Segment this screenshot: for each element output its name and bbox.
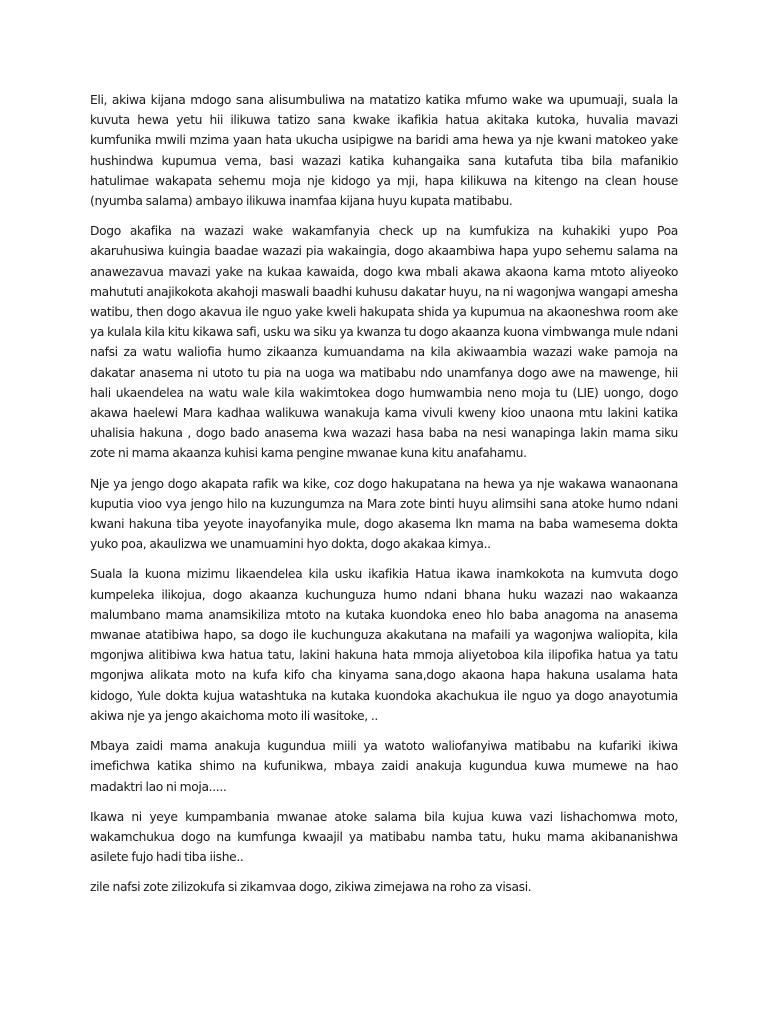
paragraph-6: Ikawa ni yeye kumpambania mwanae atoke salama bila kujua kuwa vazi lishachomwa moto, wakamchukua dogo na kumfunga kwaajil ya matibabu namba tatu, huku mama akibananishwa asilete fujo hadi tiba iishe.. [90,809,678,865]
paragraph-7: zile nafsi zote zilizokufa si zikamvaa dogo, zikiwa zimejawa na roho za visasi. [90,880,532,895]
paragraph-3: Nje ya jengo dogo akapata rafik wa kike, coz dogo hakupatana na hewa ya nje wakawa wanaonana kuputia vioo vya jengo hilo na kuzungumza na Mara zote binti huyu alimsihi sana atoke humo ndani kwani hakuna tiba yeyote inayofanyika mule, dogo akasema lkn mama na baba wamesema dokta yuko poa, akaulizwa we unamuamini hyo dokta, dogo akakaa kimya.. [90,476,678,552]
paragraph-2: Dogo akafika na wazazi wake wakamfanyia check up na kumfukiza na kuhakiki yupo Poa akaruhusiwa kuingia baadae wazazi pia wakaingia, dogo akaambiwa hapa yupo sehemu salama na anawezavua mavazi yake na kukaa kawaida, dogo kwa mbali akawa akaona kama mtoto aliyeoko mahututi anajikokota akahoji maswali baadhi kuhusu dakatar huyu, na ni wagonjwa wangapi amesha watibu, then dogo akavua ile nguo yake kweli hakupata shida ya kupumua na akaoneshwa room ake ya kulala kila kitu kikawa safi, usku wa siku ya kwanza tu dogo akaanza kuona vimbwanga mule ndani nafsi za watu waliofia humo zikaanza kumuandama na kila akiwaambia wazazi wake pamoja na dakatar anasema ni utoto tu pia na uoga wa matibabu ndo unamfanya dogo awe na mawenge, hii hali ukaendelea na watu wale kila wakimtokea dogo humwambia neno moja tu (LIE) uongo, dogo akawa haelewi Mara kadhaa walikuwa wanakuja kama vivuli kweny kioo unaona mtu lakini katika uhalisia hakuna , dogo bado anasema kwa wazazi hasa baba na nesi wanapinga lakin mama siku zote ni mama akaanza kuhisi kama pengine mwanae kuna kitu anafahamu. [90,224,678,461]
paragraph-4: Suala la kuona mizimu likaendelea kila usku ikafikia Hatua ikawa inamkokota na kumvuta dogo kumpeleka ilikojua, dogo akaanza kuchunguza humo ndani bhana huku wazazi nao wakaanza malumbano mama anamsikiliza mtoto na kutaka kuondoka eneo hlo baba anagoma na anasema mwanae atatibiwa hapo, sa dogo ile kuchunguza akakutana na mafaili ya wagonjwa waliopita, kila mgonjwa alitibiwa kwa hatua tatu, lakini hakuna hata mmoja aliyetoboa kila ilipofika hatua ya tatu mgonjwa alikata moto na kufa kifo cha kinyama sana,dogo akaona hapa hakuna usalama hata kidogo, Yule dokta kujua watashtuka na kutaka kuondoka akachukua ile nguo ya dogo anayotumia akiwa nje ya jengo akaichoma moto ili wasitoke, .. [90,567,678,723]
document-body [90,90,678,908]
paragraph-5: Mbaya zaidi mama anakuja kugundua miili ya watoto waliofanyiwa matibabu na kufariki ikiwa imefichwa katika shimo na kufunikwa, mbaya zaidi anakuja kugundua kuwa mumewe na hao madaktri lao ni moja..... [90,739,678,794]
paragraph-1: Eli, akiwa kijana mdogo sana alisumbuliwa na matatizo katika mfumo wake wa upumuaji, suala la kuvuta hewa yetu hii ilikuwa tatizo sana kwake ikafikia hatua akitaka kutoka, huvalia mavazi kumfunika mwili mzima yaan hata ukucha usipigwe na baridi ama hewa ya nje kwani matokeo yake hushindwa kupumua vema, basi wazazi katika kuhangaika sana kutafuta tiba bila mafanikio hatulimae wakapata sehemu moja nje kidogo ya mji, hapa kilikuwa na kitengo na clean house (nyumba salama) ambayo ilikuwa inamfaa kijana huyu kupata matibabu. [90,93,678,209]
